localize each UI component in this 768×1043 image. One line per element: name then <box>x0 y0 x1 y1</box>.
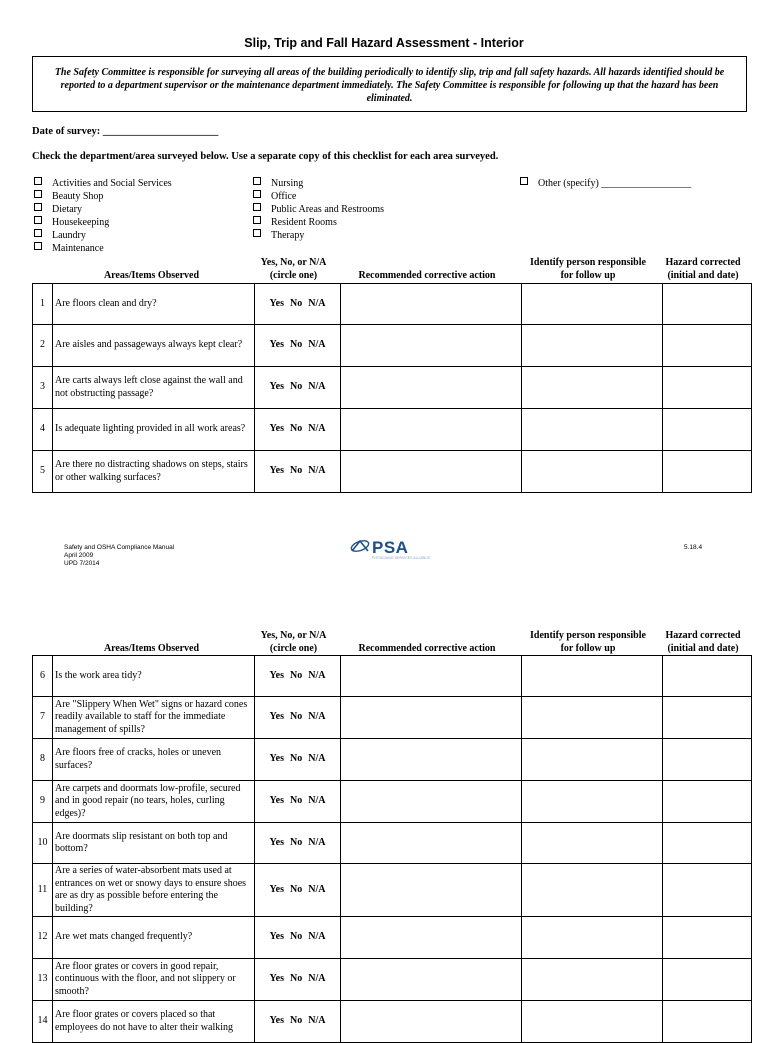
item-number: 2 <box>33 325 53 367</box>
header-line: Areas/Items Observed <box>103 270 200 281</box>
area-checkbox-item[interactable] <box>34 177 172 190</box>
header-line: for follow up <box>560 270 616 281</box>
header-yes-no <box>251 629 336 655</box>
hazard-corrected-cell[interactable] <box>663 697 752 739</box>
answer-options <box>255 409 341 451</box>
item-question: Are a series of water-absorbent mats used at entrances on wet or snowy days to ensure shoes are as dry as possible before entering the building? <box>53 864 255 917</box>
person-responsible-cell[interactable] <box>522 409 663 451</box>
header-line: Recommended corrective action <box>358 270 496 281</box>
answer-na[interactable]: N/A <box>308 339 326 351</box>
answer-yes[interactable]: Yes <box>269 423 284 435</box>
checkbox-icon[interactable] <box>34 203 42 211</box>
footer-line: UPD 7/2014 <box>64 560 100 567</box>
area-checkbox-item[interactable] <box>253 216 337 229</box>
hazard-corrected-cell[interactable] <box>663 823 752 864</box>
item-question: Are carpets and doormats low-profile, secured and in good repair (no tears, holes, curling edges)? <box>53 781 255 823</box>
answer-yes[interactable]: Yes <box>269 795 284 807</box>
answer-yes[interactable]: Yes <box>269 931 284 943</box>
answer-na[interactable]: N/A <box>308 973 326 985</box>
answer-na[interactable]: N/A <box>308 1015 326 1027</box>
area-checkbox-item[interactable] <box>520 177 691 190</box>
area-label: Therapy <box>271 230 305 241</box>
checkbox-icon[interactable] <box>34 177 42 185</box>
header-corrected <box>656 629 750 655</box>
table-row <box>33 739 752 781</box>
table-row <box>33 367 752 409</box>
area-checkbox-item[interactable] <box>253 229 304 242</box>
area-label: Activities and Social Services <box>52 178 172 189</box>
item-number: 13 <box>33 959 53 1001</box>
item-number: 12 <box>33 917 53 959</box>
answer-yes[interactable]: Yes <box>269 381 284 393</box>
answer-no[interactable]: No <box>289 753 303 765</box>
corrective-action-cell[interactable] <box>341 451 522 493</box>
answer-options <box>255 781 341 823</box>
item-number: 1 <box>33 284 53 325</box>
item-number: 11 <box>33 864 53 917</box>
corrective-action-cell[interactable] <box>341 409 522 451</box>
person-responsible-cell[interactable] <box>522 325 663 367</box>
area-label: Beauty Shop <box>52 191 104 202</box>
answer-na[interactable]: N/A <box>308 465 326 477</box>
header-line: (circle one) <box>269 643 318 654</box>
item-number: 9 <box>33 781 53 823</box>
area-checkbox-item[interactable] <box>34 242 104 255</box>
answer-na[interactable]: N/A <box>308 931 326 943</box>
header-line: Hazard corrected <box>665 630 741 641</box>
corrective-action-cell[interactable] <box>341 739 522 781</box>
answer-na[interactable]: N/A <box>308 297 326 309</box>
answer-na[interactable]: N/A <box>308 381 326 393</box>
person-responsible-cell[interactable] <box>522 864 663 917</box>
table-row <box>33 451 752 493</box>
item-question: Are "Slippery When Wet" signs or hazard cones readily available to staff for the immediate management of spills? <box>53 697 255 739</box>
hazard-corrected-cell[interactable] <box>663 284 752 325</box>
header-line: Areas/Items Observed <box>103 643 200 654</box>
answer-na[interactable]: N/A <box>308 753 326 765</box>
checkbox-icon[interactable] <box>253 190 261 198</box>
answer-options <box>255 823 341 864</box>
answer-no[interactable]: No <box>289 669 303 681</box>
item-number: 6 <box>33 656 53 697</box>
answer-yes[interactable]: Yes <box>269 836 284 848</box>
person-responsible-cell[interactable] <box>522 367 663 409</box>
answer-no[interactable]: No <box>289 465 303 477</box>
area-label: Maintenance <box>52 243 104 254</box>
item-question: Are floor grates or covers in good repair, continuous with the floor, and not slippery or smooth? <box>53 959 255 1001</box>
checklist-table-page1 <box>32 283 752 493</box>
table-row <box>33 781 752 823</box>
answer-options <box>255 1001 341 1043</box>
area-checkbox-item[interactable] <box>253 203 384 216</box>
table-row <box>33 325 752 367</box>
header-line: Identify person responsible <box>530 257 646 268</box>
area-checkbox-item[interactable] <box>34 229 86 242</box>
hazard-corrected-cell[interactable] <box>663 917 752 959</box>
item-question: Are aisles and passageways always kept clear? <box>53 325 255 367</box>
answer-yes[interactable]: Yes <box>269 973 284 985</box>
item-number: 14 <box>33 1001 53 1043</box>
table-row <box>33 284 752 325</box>
person-responsible-cell[interactable] <box>522 656 663 697</box>
corrective-action-cell[interactable] <box>341 959 522 1001</box>
answer-yes[interactable]: Yes <box>269 297 284 309</box>
person-responsible-cell[interactable] <box>522 284 663 325</box>
corrective-action-cell[interactable] <box>341 864 522 917</box>
item-number: 5 <box>33 451 53 493</box>
area-label: Laundry <box>52 230 86 241</box>
header-line: (circle one) <box>269 270 318 281</box>
table-row <box>33 697 752 739</box>
person-responsible-cell[interactable] <box>522 739 663 781</box>
area-label: Nursing <box>271 178 304 189</box>
answer-yes[interactable]: Yes <box>269 1015 284 1027</box>
hazard-corrected-cell[interactable] <box>663 959 752 1001</box>
area-label: Other (specify) __________________ <box>538 178 692 189</box>
checkbox-icon[interactable] <box>34 190 42 198</box>
answer-options <box>255 917 341 959</box>
table-row <box>33 823 752 864</box>
answer-no[interactable]: No <box>289 1015 303 1027</box>
answer-yes[interactable]: Yes <box>269 753 284 765</box>
corrective-action-cell[interactable] <box>341 917 522 959</box>
header-areas <box>52 269 251 282</box>
hazard-corrected-cell[interactable] <box>663 781 752 823</box>
answer-options <box>255 864 341 917</box>
answer-options <box>255 697 341 739</box>
hazard-corrected-cell[interactable] <box>663 864 752 917</box>
header-action <box>336 642 518 655</box>
hazard-corrected-cell[interactable] <box>663 325 752 367</box>
hazard-corrected-cell[interactable] <box>663 656 752 697</box>
header-line: Hazard corrected <box>665 257 741 268</box>
logo-text: PSA <box>372 538 409 557</box>
table-row <box>33 1001 752 1043</box>
item-question: Are floors free of cracks, holes or uneven surfaces? <box>53 739 255 781</box>
header-line: (initial and date) <box>667 270 739 281</box>
corrective-action-cell[interactable] <box>341 325 522 367</box>
checkbox-icon[interactable] <box>34 229 42 237</box>
person-responsible-cell[interactable] <box>522 697 663 739</box>
header-line: Yes, No, or N/A <box>260 630 327 641</box>
area-checkbox-item[interactable] <box>34 216 109 229</box>
person-responsible-cell[interactable] <box>522 823 663 864</box>
item-question: Is the work area tidy? <box>53 656 255 697</box>
answer-yes[interactable]: Yes <box>269 883 284 895</box>
checklist-table-page2 <box>32 655 752 1043</box>
answer-options <box>255 367 341 409</box>
hazard-corrected-cell[interactable] <box>663 739 752 781</box>
area-checkbox-item[interactable] <box>34 203 82 216</box>
corrective-action-cell[interactable] <box>341 823 522 864</box>
answer-na[interactable]: N/A <box>308 423 326 435</box>
header-action <box>336 269 518 282</box>
area-label: Resident Rooms <box>271 217 337 228</box>
area-checkbox-item[interactable] <box>253 190 296 203</box>
item-number: 7 <box>33 697 53 739</box>
answer-no[interactable]: No <box>289 795 303 807</box>
header-line: for follow up <box>560 643 616 654</box>
person-responsible-cell[interactable] <box>522 959 663 1001</box>
footer-manual <box>64 544 174 568</box>
answer-no[interactable]: No <box>289 931 303 943</box>
corrective-action-cell[interactable] <box>341 656 522 697</box>
item-number: 4 <box>33 409 53 451</box>
hazard-corrected-cell[interactable] <box>663 367 752 409</box>
answer-no[interactable]: No <box>289 339 303 351</box>
instruction-text: Check the department/area surveyed below. Use a separate copy of this checklist for each area surveyed. <box>32 151 499 162</box>
checkbox-icon[interactable] <box>253 229 261 237</box>
item-question: Are wet mats changed frequently? <box>53 917 255 959</box>
item-number: 8 <box>33 739 53 781</box>
corrective-action-cell[interactable] <box>341 284 522 325</box>
item-question: Are floor grates or covers placed so that employees do not have to alter their walking <box>53 1001 255 1043</box>
area-label: Office <box>271 191 297 202</box>
answer-no[interactable]: No <box>289 381 303 393</box>
area-checkbox-item[interactable] <box>34 190 103 203</box>
checkbox-icon[interactable] <box>34 216 42 224</box>
answer-options <box>255 451 341 493</box>
corrective-action-cell[interactable] <box>341 367 522 409</box>
header-person <box>518 256 658 282</box>
footer-line: April 2009 <box>64 552 94 559</box>
table-row <box>33 656 752 697</box>
header-corrected <box>656 256 750 282</box>
corrective-action-cell[interactable] <box>341 697 522 739</box>
hazard-corrected-cell[interactable] <box>663 1001 752 1043</box>
checkbox-icon[interactable] <box>34 242 42 250</box>
area-label: Public Areas and Restrooms <box>271 204 385 215</box>
answer-no[interactable]: No <box>289 423 303 435</box>
answer-options <box>255 325 341 367</box>
answer-no[interactable]: No <box>289 973 303 985</box>
hazard-corrected-cell[interactable] <box>663 451 752 493</box>
header-line: (initial and date) <box>667 643 739 654</box>
person-responsible-cell[interactable] <box>522 451 663 493</box>
area-checkbox-item[interactable] <box>253 177 303 190</box>
page-title: Slip, Trip and Fall Hazard Assessment - Interior <box>244 36 524 50</box>
item-question: Is adequate lighting provided in all work areas? <box>53 409 255 451</box>
item-question: Are carts always left close against the wall and not obstructing passage? <box>53 367 255 409</box>
person-responsible-cell[interactable] <box>522 917 663 959</box>
header-line: Yes, No, or N/A <box>260 257 327 268</box>
header-line: Recommended corrective action <box>358 643 496 654</box>
item-question: Are doormats slip resistant on both top and bottom? <box>53 823 255 864</box>
header-yes-no <box>251 256 336 282</box>
answer-options <box>255 959 341 1001</box>
area-label: Dietary <box>52 204 82 215</box>
answer-no[interactable]: No <box>289 297 303 309</box>
answer-no[interactable]: No <box>289 711 303 723</box>
table-row <box>33 864 752 917</box>
logo-tagline: PHYSICIANS' SERVICES ALLIANCE <box>372 556 431 560</box>
page-number: 5.18.4 <box>684 544 703 551</box>
answer-na[interactable]: N/A <box>308 836 326 848</box>
checkbox-icon[interactable] <box>253 216 261 224</box>
corrective-action-cell[interactable] <box>341 1001 522 1043</box>
checkbox-icon[interactable] <box>253 177 261 185</box>
item-question: Are there no distracting shadows on steps, stairs or other walking surfaces? <box>53 451 255 493</box>
answer-yes[interactable]: Yes <box>269 711 284 723</box>
header-person <box>518 629 658 655</box>
item-number: 10 <box>33 823 53 864</box>
answer-na[interactable]: N/A <box>308 669 326 681</box>
answer-options <box>255 656 341 697</box>
answer-no[interactable]: No <box>289 883 303 895</box>
answer-options <box>255 739 341 781</box>
intro-box: The Safety Committee is responsible for surveying all areas of the building periodically to identify slip, trip and fall safety hazards. All hazards identified should be reported to a department supervisor or the maintenance department immediately. The Safety Committee is responsible for following up that the hazard has been eliminated. <box>32 56 747 112</box>
item-number: 3 <box>33 367 53 409</box>
area-label: Housekeeping <box>52 217 110 228</box>
answer-no[interactable]: No <box>289 836 303 848</box>
checkbox-icon[interactable] <box>253 203 261 211</box>
answer-na[interactable]: N/A <box>308 883 326 895</box>
date-of-survey: Date of survey: ______________________ <box>32 126 219 137</box>
answer-yes[interactable]: Yes <box>269 465 284 477</box>
person-responsible-cell[interactable] <box>522 1001 663 1043</box>
hazard-corrected-cell[interactable] <box>663 409 752 451</box>
answer-na[interactable]: N/A <box>308 711 326 723</box>
item-question: Are floors clean and dry? <box>53 284 255 325</box>
answer-yes[interactable]: Yes <box>269 669 284 681</box>
header-line: Identify person responsible <box>530 630 646 641</box>
corrective-action-cell[interactable] <box>341 781 522 823</box>
table-row <box>33 959 752 1001</box>
answer-yes[interactable]: Yes <box>269 339 284 351</box>
answer-options <box>255 284 341 325</box>
footer-line: Safety and OSHA Compliance Manual <box>64 544 175 551</box>
table-row <box>33 409 752 451</box>
answer-na[interactable]: N/A <box>308 795 326 807</box>
checkbox-icon[interactable] <box>520 177 528 185</box>
person-responsible-cell[interactable] <box>522 781 663 823</box>
table-row <box>33 917 752 959</box>
header-areas <box>52 642 251 655</box>
